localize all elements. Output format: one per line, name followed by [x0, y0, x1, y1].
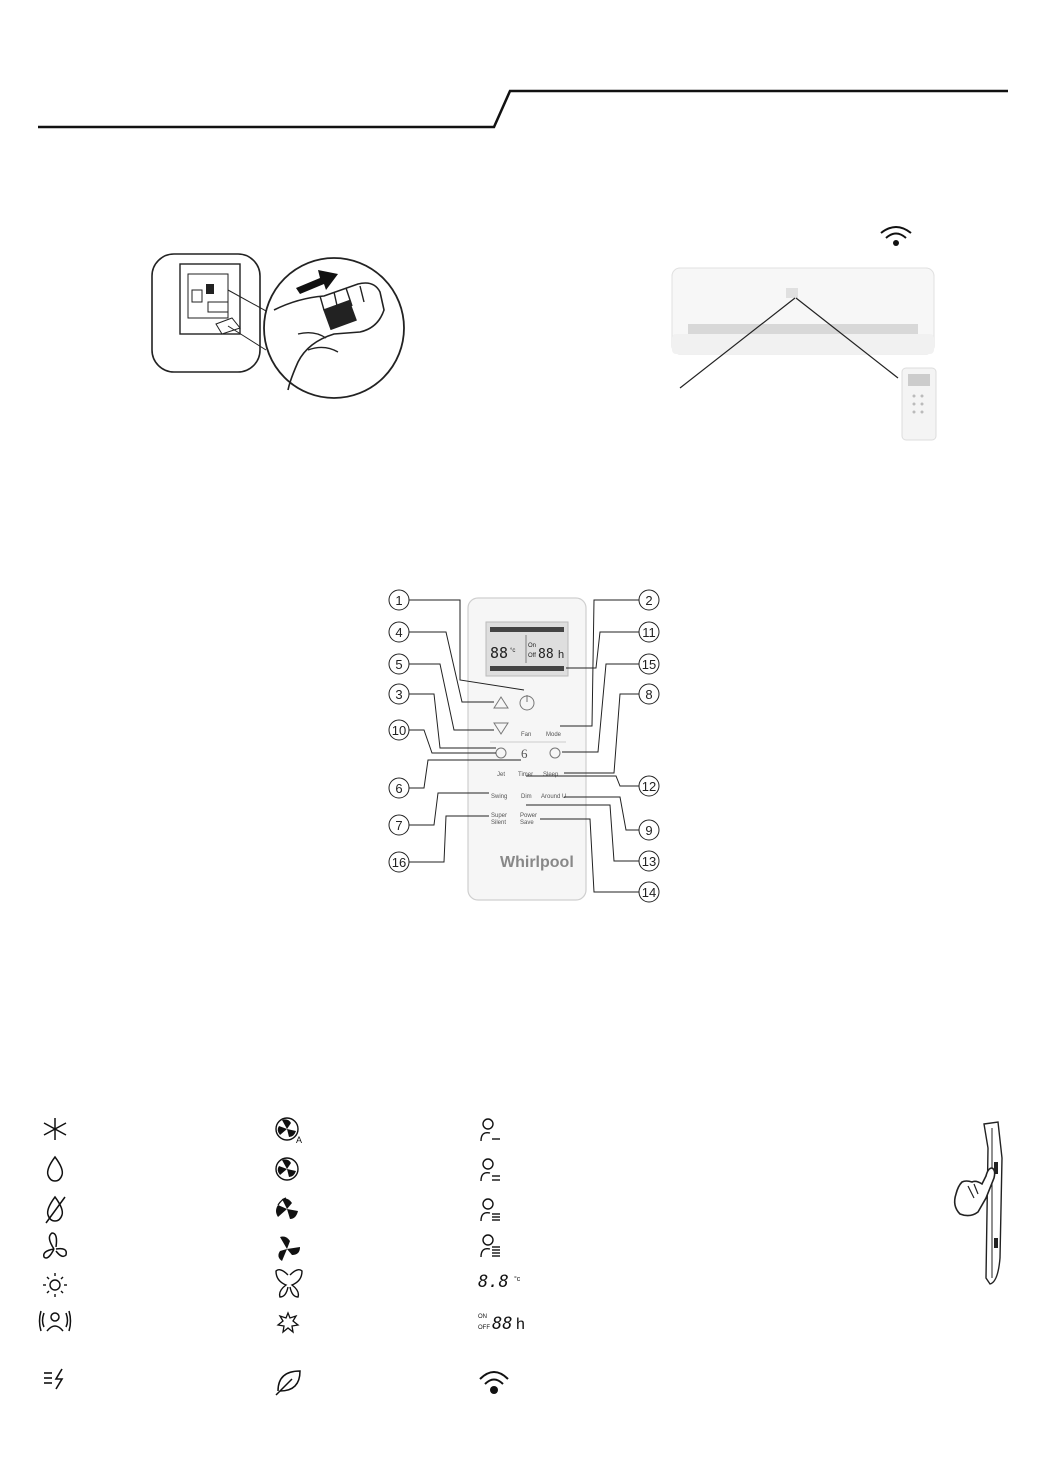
super-silent-label-2[interactable]: Silent [491, 820, 507, 826]
icon-column-2 [272, 1115, 308, 1405]
callout-11: 11 [642, 625, 656, 640]
callout-6: 6 [395, 781, 403, 796]
callout-8: 8 [645, 687, 653, 702]
fan-button[interactable]: Fan [521, 732, 532, 738]
droplet-icon [48, 1157, 63, 1181]
header-rule [0, 0, 1049, 140]
icon-column-1 [38, 1115, 74, 1405]
fan-blade-icon [44, 1233, 67, 1258]
mode-button[interactable]: Mode [546, 732, 562, 738]
fan-high-icon [276, 1158, 298, 1180]
lcd-temp-unit: °c [510, 648, 516, 654]
dim-button[interactable]: Dim [521, 794, 532, 800]
indoor-unit-illustration [660, 262, 960, 452]
svg-text:88: 88 [492, 1314, 513, 1334]
icon-column-3 [478, 1115, 540, 1405]
callout-13: 13 [641, 854, 657, 869]
sun-icon [43, 1273, 67, 1297]
super-silent-label-1[interactable]: Super [491, 813, 508, 819]
callout-10: 10 [391, 723, 407, 738]
temp-display-icon [478, 1272, 521, 1292]
timer-button[interactable]: Timer [518, 772, 534, 778]
callout-16: 16 [391, 855, 407, 870]
timer-display-icon [478, 1314, 525, 1334]
callout-15: 15 [641, 657, 657, 672]
svg-text:A: A [296, 1135, 303, 1145]
sixth-sense-icon [278, 1313, 298, 1332]
remote-brand: Whirlpool [500, 854, 574, 871]
around-u-button[interactable]: Around U [541, 794, 567, 800]
swing-button[interactable]: Swing [491, 794, 508, 800]
jet-icon [44, 1369, 62, 1389]
sixth-sense-button[interactable]: 6 [521, 746, 528, 761]
svg-text:ON: ON [478, 1314, 487, 1320]
power-save-label-2[interactable]: Save [520, 820, 534, 826]
svg-text:h: h [516, 1316, 525, 1333]
callout-2: 2 [645, 593, 653, 608]
person-level2-icon [481, 1159, 500, 1181]
wifi-icon [878, 222, 914, 248]
callout-12: 12 [641, 779, 657, 794]
eco-leaf-icon [276, 1371, 300, 1395]
svg-text:°c: °c [514, 1276, 521, 1283]
callout-4: 4 [395, 625, 403, 640]
lcd-timer: 88 [538, 647, 554, 662]
lcd-on: On [528, 643, 537, 649]
callout-7: 7 [395, 818, 403, 833]
snowflake-icon [44, 1118, 66, 1140]
sleep-button[interactable]: Sleep [543, 772, 559, 778]
svg-text:OFF: OFF [478, 1325, 490, 1331]
jet-button[interactable]: Jet [497, 772, 506, 778]
butterfly-sleep-icon [276, 1270, 302, 1297]
battery-illustration [148, 240, 408, 400]
around-u-icon [40, 1311, 71, 1331]
wifi-icon [480, 1372, 508, 1394]
remote-diagram [380, 580, 680, 910]
lcd-off: Off [528, 653, 536, 659]
svg-text:8.8: 8.8 [478, 1272, 509, 1292]
callout-14: 14 [641, 885, 657, 900]
person-level3-icon [481, 1199, 500, 1221]
side-button-illustration [946, 1118, 1010, 1290]
fan-low-icon [278, 1237, 300, 1262]
lcd-timer-unit: h [558, 649, 565, 661]
callout-5: 5 [395, 657, 403, 672]
person-level4-icon [481, 1235, 500, 1257]
lcd-temp: 88 [490, 644, 509, 662]
callout-9: 9 [645, 823, 653, 838]
fan-auto-icon [276, 1118, 302, 1145]
person-level1-icon [481, 1119, 500, 1141]
power-save-label-1[interactable]: Power [520, 813, 538, 819]
callout-1: 1 [395, 593, 403, 608]
callout-3: 3 [395, 687, 403, 702]
no-droplet-icon [46, 1197, 65, 1223]
fan-medium-icon [276, 1198, 298, 1219]
